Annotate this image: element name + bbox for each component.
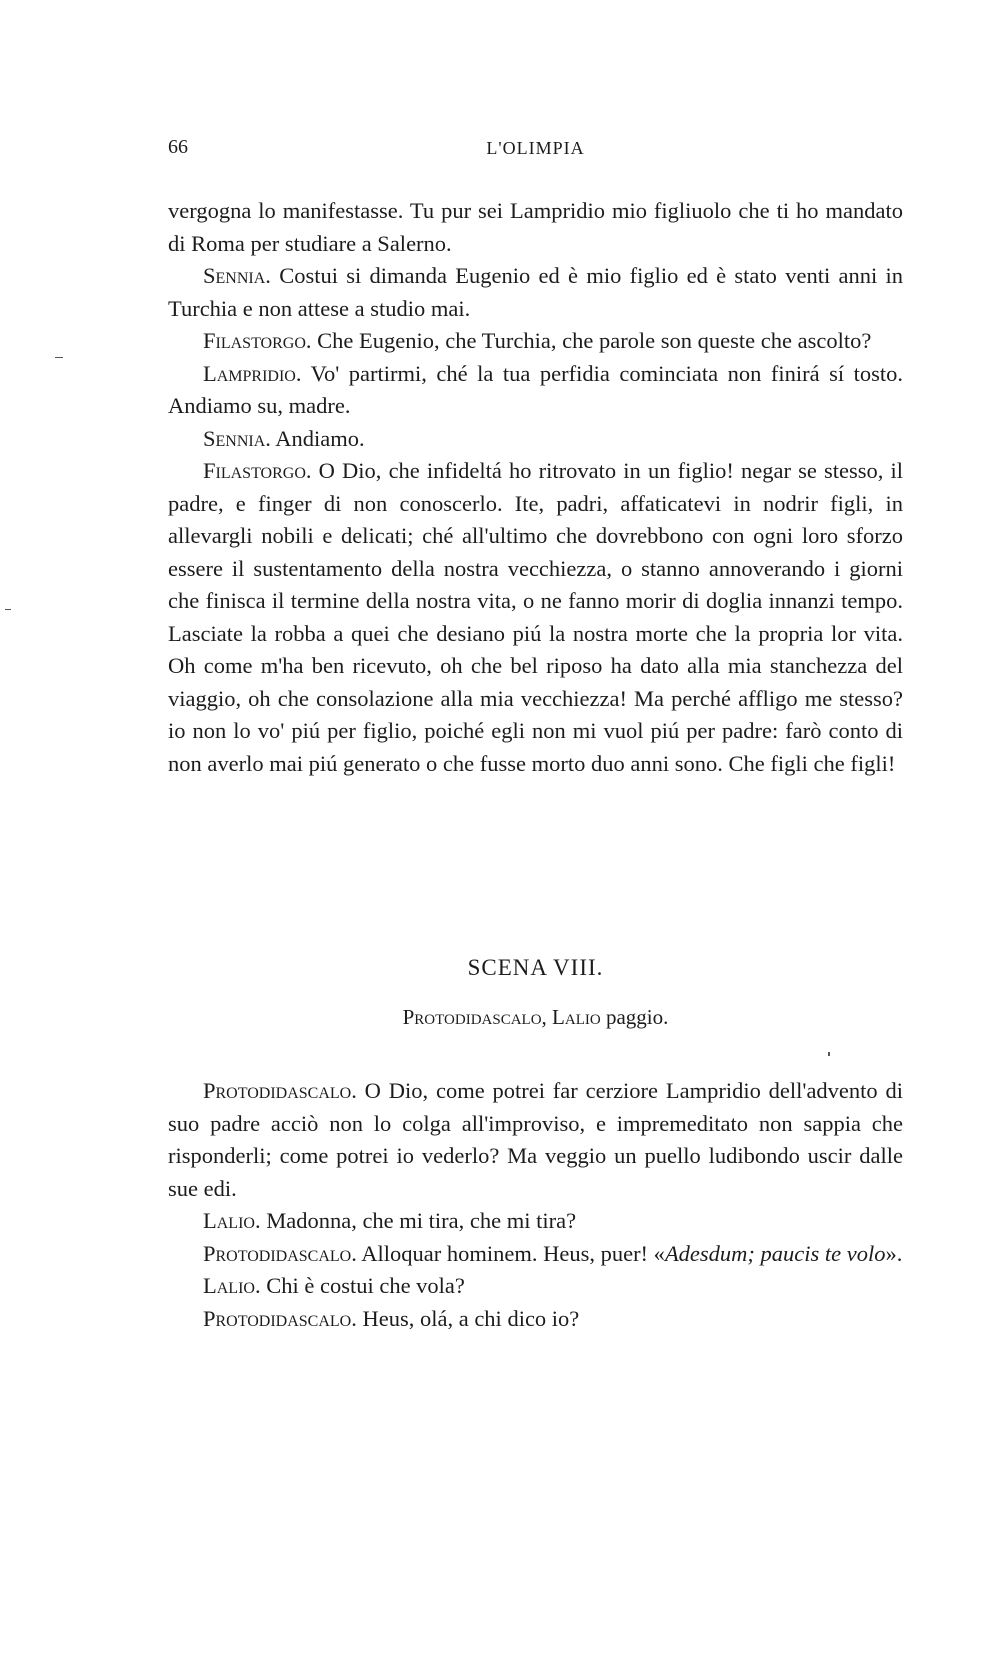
paragraph: [168, 1303, 903, 1336]
scene-cast: [168, 1005, 903, 1030]
text-block-bottom: [168, 1075, 903, 1335]
margin-tick: [55, 357, 63, 358]
speaker-name: Filastorgo.: [203, 328, 312, 353]
dialogue-text: Che Eugenio, che Turchia, che parole son queste che ascolto?: [311, 328, 872, 353]
dialogue-text: Madonna, che mi tira, che mi tira?: [260, 1208, 577, 1233]
cast-name: Protodidascalo: [402, 1005, 542, 1029]
dialogue-text: Costui si dimanda Eugenio ed è mio figlio ed è stato venti anni in Turchia e non attese a studio mai.: [168, 263, 903, 321]
text-block-top: [168, 195, 903, 780]
speaker-name: Sennia.: [203, 425, 271, 451]
dialogue-text: O Dio, come potrei far cerziore Lampridio dell'advento di suo padre acciò non lo colga all'improviso, e impremeditato non sappia che risponderli; come potrei io vederlo? Ma veggio un puello ludibondo uscir dalle sue edi.: [168, 1078, 903, 1201]
paragraph: [168, 260, 903, 325]
running-title: L'OLIMPIA: [486, 138, 585, 158]
paragraph: [168, 1238, 903, 1271]
cast-separator: ,: [541, 1005, 553, 1029]
speaker-name: Lalio.: [203, 1208, 261, 1233]
paragraph-text: vergogna lo manifestasse. Tu pur sei Lampridio mio figliuolo che ti ho mandato di Roma per studiare a Salerno.: [168, 198, 903, 256]
dialogue-text: Chi è costui che vola?: [260, 1273, 465, 1298]
page-number: 66: [168, 136, 188, 158]
paragraph: [168, 195, 903, 260]
speaker-name: Lampridio.: [203, 360, 302, 386]
dialogue-text: Andiamo.: [270, 425, 365, 451]
speaker-name: Lalio.: [203, 1273, 261, 1298]
margin-tick: [5, 609, 11, 610]
scene-title: SCENA VIII.: [467, 955, 604, 980]
paragraph: [168, 358, 903, 423]
paragraph: [168, 1075, 903, 1205]
dialogue-text: Vo' partirmi, ché la tua perfidia cominciata non finirá sí tosto. Andiamo su, madre.: [168, 360, 903, 418]
paragraph: [168, 423, 903, 456]
paragraph: [168, 1270, 903, 1303]
paragraph: [168, 1205, 903, 1238]
speaker-name: Protodidascalo.: [203, 1240, 357, 1266]
quote-close: ».: [885, 1240, 903, 1266]
paragraph: [168, 455, 903, 780]
page-header: [168, 136, 903, 166]
cast-role: paggio.: [600, 1005, 669, 1029]
speaker-name: Protodidascalo.: [203, 1078, 357, 1103]
dialogue-text: Alloquar hominem. Heus, puer! «: [356, 1240, 665, 1266]
cast-name: Lalio: [552, 1005, 601, 1029]
paragraph: [168, 325, 903, 358]
dialogue-text: Heus, olá, a chi dico io?: [356, 1305, 580, 1331]
speaker-name: Filastorgo.: [203, 458, 312, 483]
dialogue-text: O Dio, che infideltá ho ritrovato in un figlio! negar se stesso, il padre, e finger di non conoscerlo. Ite, padri, affaticatevi in nodrir figli, in allevargli nobili e delicati; ché all'ultimo che dovrebbono con ogni loro sforzo essere il sustentamento della nostra vecchiezza, o stanno annoverando i giorni che finisca il termine della nostra vita, o ne fanno morir di doglia innanzi tempo. Lasciate la robba a quei che desiano piú la nostra morte che la propria lor vita. Oh come m'ha ben ricevuto, oh che bel riposo ha dato alla mia stanchezza del viaggio, oh che consolazione alla mia vecchiezza! Ma perché affligo me stesso? io non lo vo' piú per figlio, poiché egli non mi vuol piú per padre: farò conto di non averlo mai piú generato o che fusse morto duo anni sono. Che figli che figli!: [168, 458, 903, 776]
speaker-name: Protodidascalo.: [203, 1305, 357, 1331]
speaker-name: Sennia.: [203, 263, 271, 288]
margin-tick: [828, 1052, 830, 1056]
latin-quote: Adesdum; paucis te volo: [664, 1240, 886, 1266]
